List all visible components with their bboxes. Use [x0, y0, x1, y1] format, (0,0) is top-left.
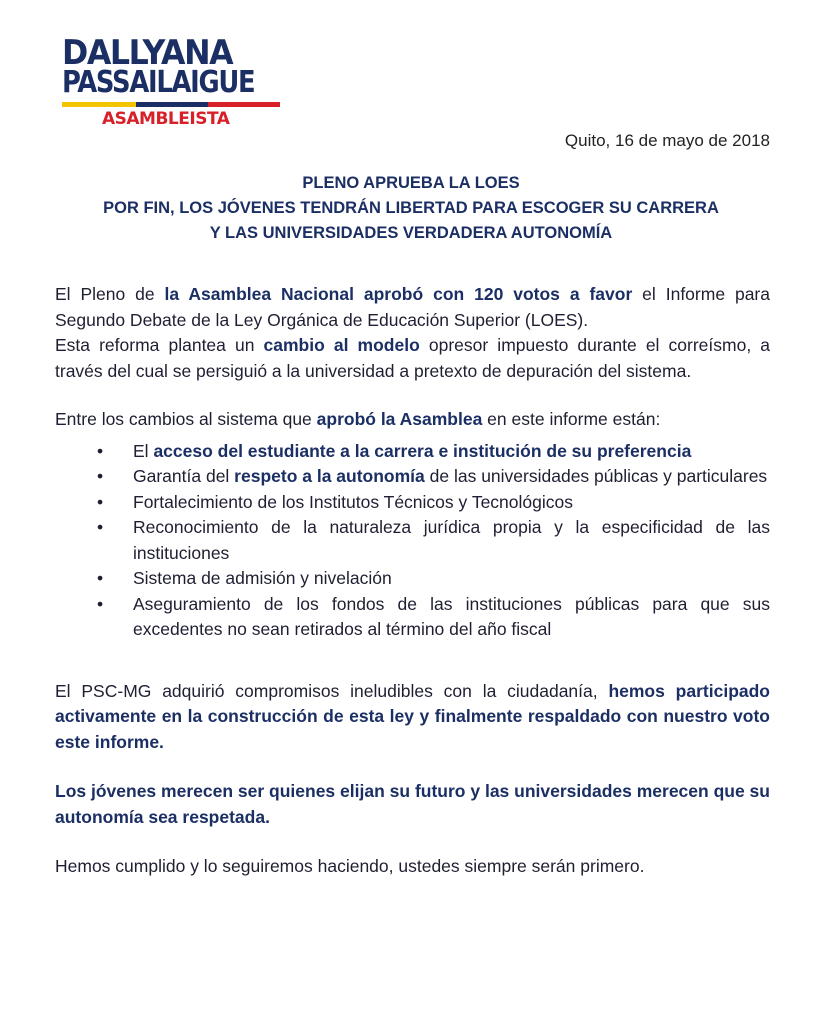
logo-name-first: DALLYANA	[62, 33, 233, 73]
paragraph-commitment: El PSC-MG adquirió compromisos ineludibles con la ciudadanía, hemos participado activamente en la construcción de esta ley y finalmente respaldado con nuestro voto este informe.	[55, 680, 770, 752]
logo-subtitle: ASAMBLEISTA	[102, 109, 230, 129]
list-item: • Fortalecimiento de los Institutos Técnicos y Tecnológicos	[97, 491, 573, 512]
list-item: • Reconocimiento de la naturaleza jurídica propia y la especificidad de las instituciones	[97, 517, 770, 563]
document-body	[55, 282, 770, 880]
list-item: • Garantía del respeto a la autonomía de las universidades públicas y particulares	[97, 466, 768, 486]
headline	[40, 171, 782, 246]
document-date: Quito, 16 de mayo de 2018	[564, 131, 770, 150]
list-item: • Aseguramiento de los fondos de las instituciones públicas para que sus excedentes no sean retirados al término del año fiscal	[97, 593, 770, 639]
paragraph-intro: El Pleno de la Asamblea Nacional aprobó con 120 votos a favor el Informe para Segundo Debate de la Ley Orgánica de Educación Superior (LOES).	[55, 284, 770, 330]
headline-line-2: POR FIN, LOS JÓVENES TENDRÁN LIBERTAD PARA ESCOGER SU CARRERA	[103, 199, 719, 217]
headline-line-1: PLENO APRUEBA LA LOES	[302, 174, 520, 192]
paragraph-reform: Esta reforma plantea un cambio al modelo opresor impuesto durante el correísmo, a través del cual se persiguió a la universidad a pretexto de depuración del sistema.	[55, 335, 771, 381]
logo-name-last: PASSAILAIGUE	[62, 65, 255, 100]
paragraph-changes: Entre los cambios al sistema que aprobó la Asamblea en este informe están:	[55, 409, 661, 429]
logo	[62, 33, 292, 129]
changes-list	[55, 439, 770, 643]
list-item: • Sistema de admisión y nivelación	[97, 568, 392, 588]
list-item: • El acceso del estudiante a la carrera e institución de su preferencia	[97, 440, 692, 461]
logo-stripe	[62, 102, 280, 107]
paragraph-closing: Hemos cumplido y lo seguiremos haciendo, ustedes siempre serán primero.	[55, 856, 645, 876]
paragraph-youth: Los jóvenes merecen ser quienes elijan su futuro y las universidades merecen que su autonomía sea respetada.	[55, 781, 770, 827]
headline-line-3: Y LAS UNIVERSIDADES VERDADERA AUTONOMÍA	[209, 224, 613, 242]
